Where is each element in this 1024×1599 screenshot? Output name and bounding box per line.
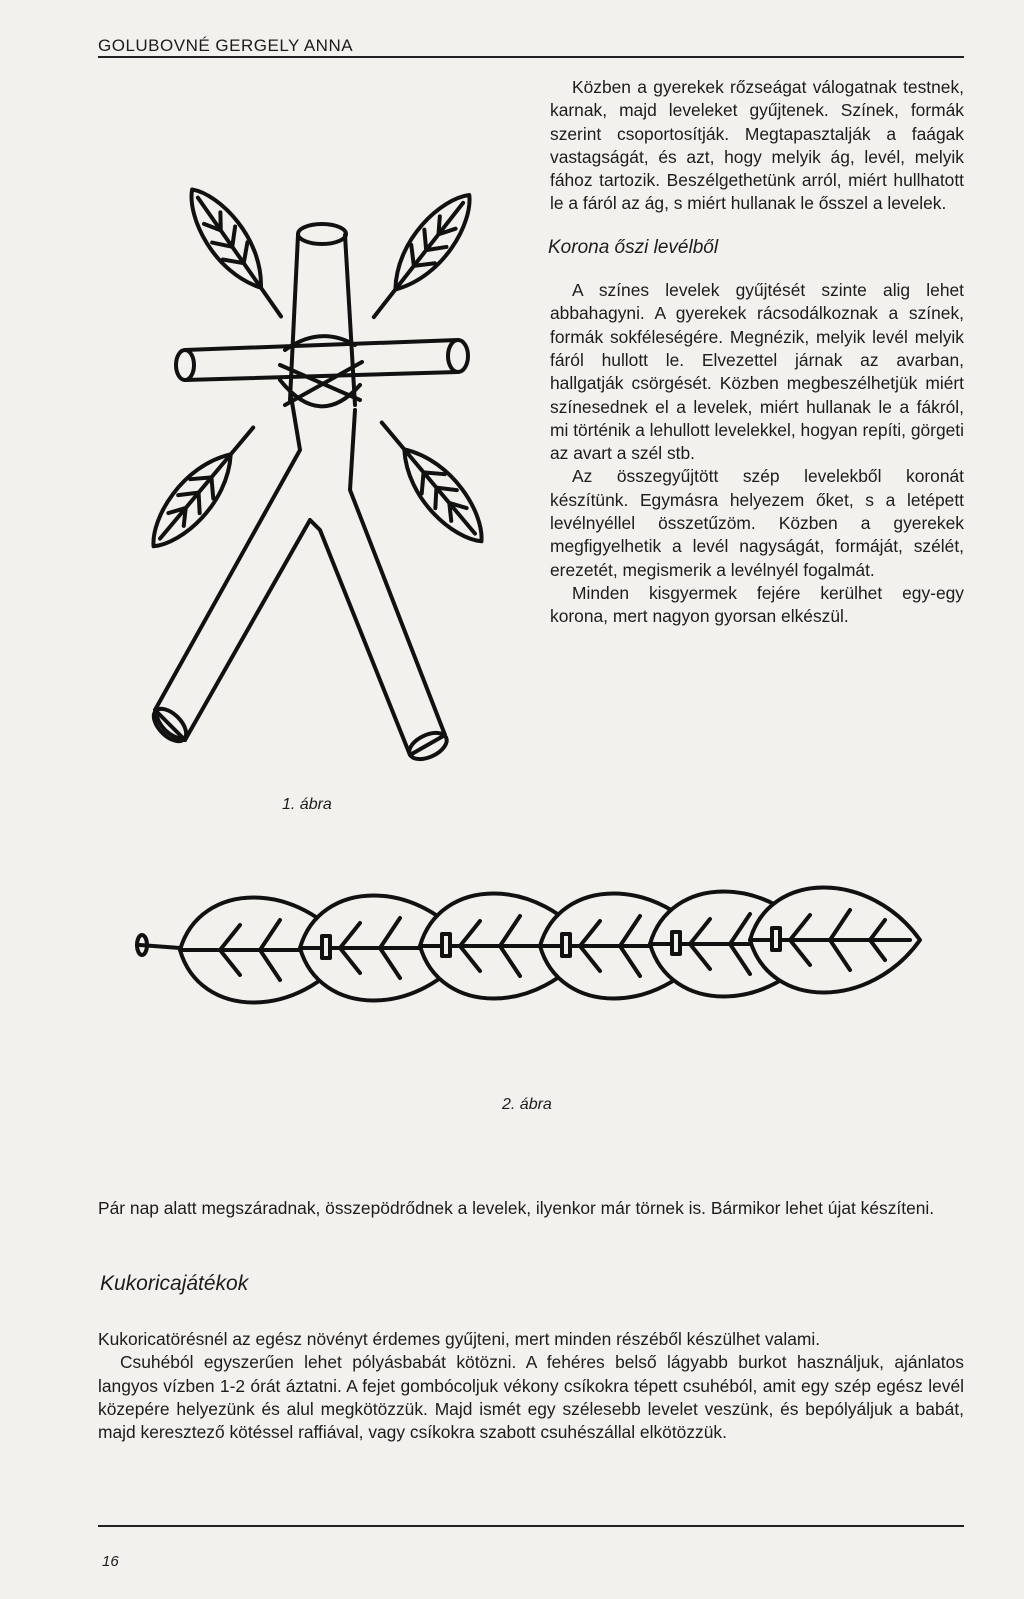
leaf-bottom-right (367, 410, 496, 553)
footer-rule (98, 1525, 964, 1527)
section-title-korona: Korona őszi levélből (548, 236, 719, 258)
leaf-bottom-left (140, 415, 268, 558)
korona-paragraph-3: Minden kisgyermek fejére kerülhet egy-egy korona, mert nagyon gyorsan elkészül. (550, 582, 964, 627)
running-header: GOLUBOVNÉ GERGELY ANNA (98, 36, 354, 55)
header-rule (98, 56, 964, 58)
leaf-chain (180, 888, 920, 1003)
after-figures-paragraph: Pár nap alatt megszáradnak, összepödrődnek a levelek, ilyenkor már törnek is. Bármikor lehet újat készíteni. (98, 1198, 935, 1218)
leaf-top-left (177, 179, 297, 328)
intro-paragraph: Közben a gyerekek rőzseágat válogatnak testnek, karnak, majd leveleket gyűjtenek. Színek, formák szerint csoportosítják. Megtapasztalják a faágak vastagságát, és azt, hogy melyik ág, levél, melyik fához tartozik. Beszélgethetünk arról, miért hullhatott le a fáról az ág, s miért hullanak le ősszel a levelek. (550, 77, 964, 214)
kukorica-block (98, 1328, 964, 1444)
after-figures-block (98, 1197, 964, 1220)
korona-paragraph-2: Az összegyűjtött szép levelekből koronát készítünk. Egymásra helyezem őket, s a letépett levélnyéllel összetűzöm. Közben a gyerekek megfigyelhetik a levél nagyságát, formáját, szélét, erezetét, megismerik a levélnyél fogalmát. (550, 466, 964, 580)
kukorica-paragraph-1: Kukoricatörésnél az egész növényt érdemes gyűjteni, mert minden részéből készülhet valami. (98, 1329, 821, 1349)
twig-arm (185, 340, 458, 380)
right-column (550, 76, 964, 629)
korona-paragraph-1: A színes levelek gyűjtését szinte alig lehet abbahagyni. A gyerekek rácsodálkoznak a színek, formák sokféleségére. Megnézik, melyik levél melyik fáról hullott le. Elvezettel járnak az avarban, hallgatják csörgését. Közben megbeszélhetjük miért színesednek el a levelek, miért hullanak le a fákról, mi történik a lehullott levelekkel, hogyan repíti, görgeti az avart a szél stb. (550, 280, 964, 464)
leaf-top-right (359, 183, 484, 328)
figure-2-caption: 2. ábra (502, 1096, 552, 1113)
twig-body (290, 235, 355, 405)
section-title-kukorica: Kukoricajátékok (100, 1272, 249, 1295)
figure-1-twig-doll (140, 150, 500, 780)
figure-1-caption: 1. ábra (282, 796, 332, 813)
figure-2-leaf-crown (130, 860, 940, 1080)
page-number: 16 (102, 1553, 119, 1570)
kukorica-paragraph-2: Csuhéból egyszerűen lehet pólyásbabát kötözni. A fehéres belső lágyabb burkot használjuk, ajánlatos langyos vízben 1-2 órát áztatni. A fejet gombócoljuk vékony csíkokra tépett csuhéból, amit egy szép egész levél közepére helyezünk és alul megkötözzük. Majd ismét egy szélesebb levelet veszünk, és bepólyáljuk a babát, majd keresztező kötéssel raffiával, vagy csíkokra szabott csuhészállal elkötözzük. (98, 1352, 964, 1443)
